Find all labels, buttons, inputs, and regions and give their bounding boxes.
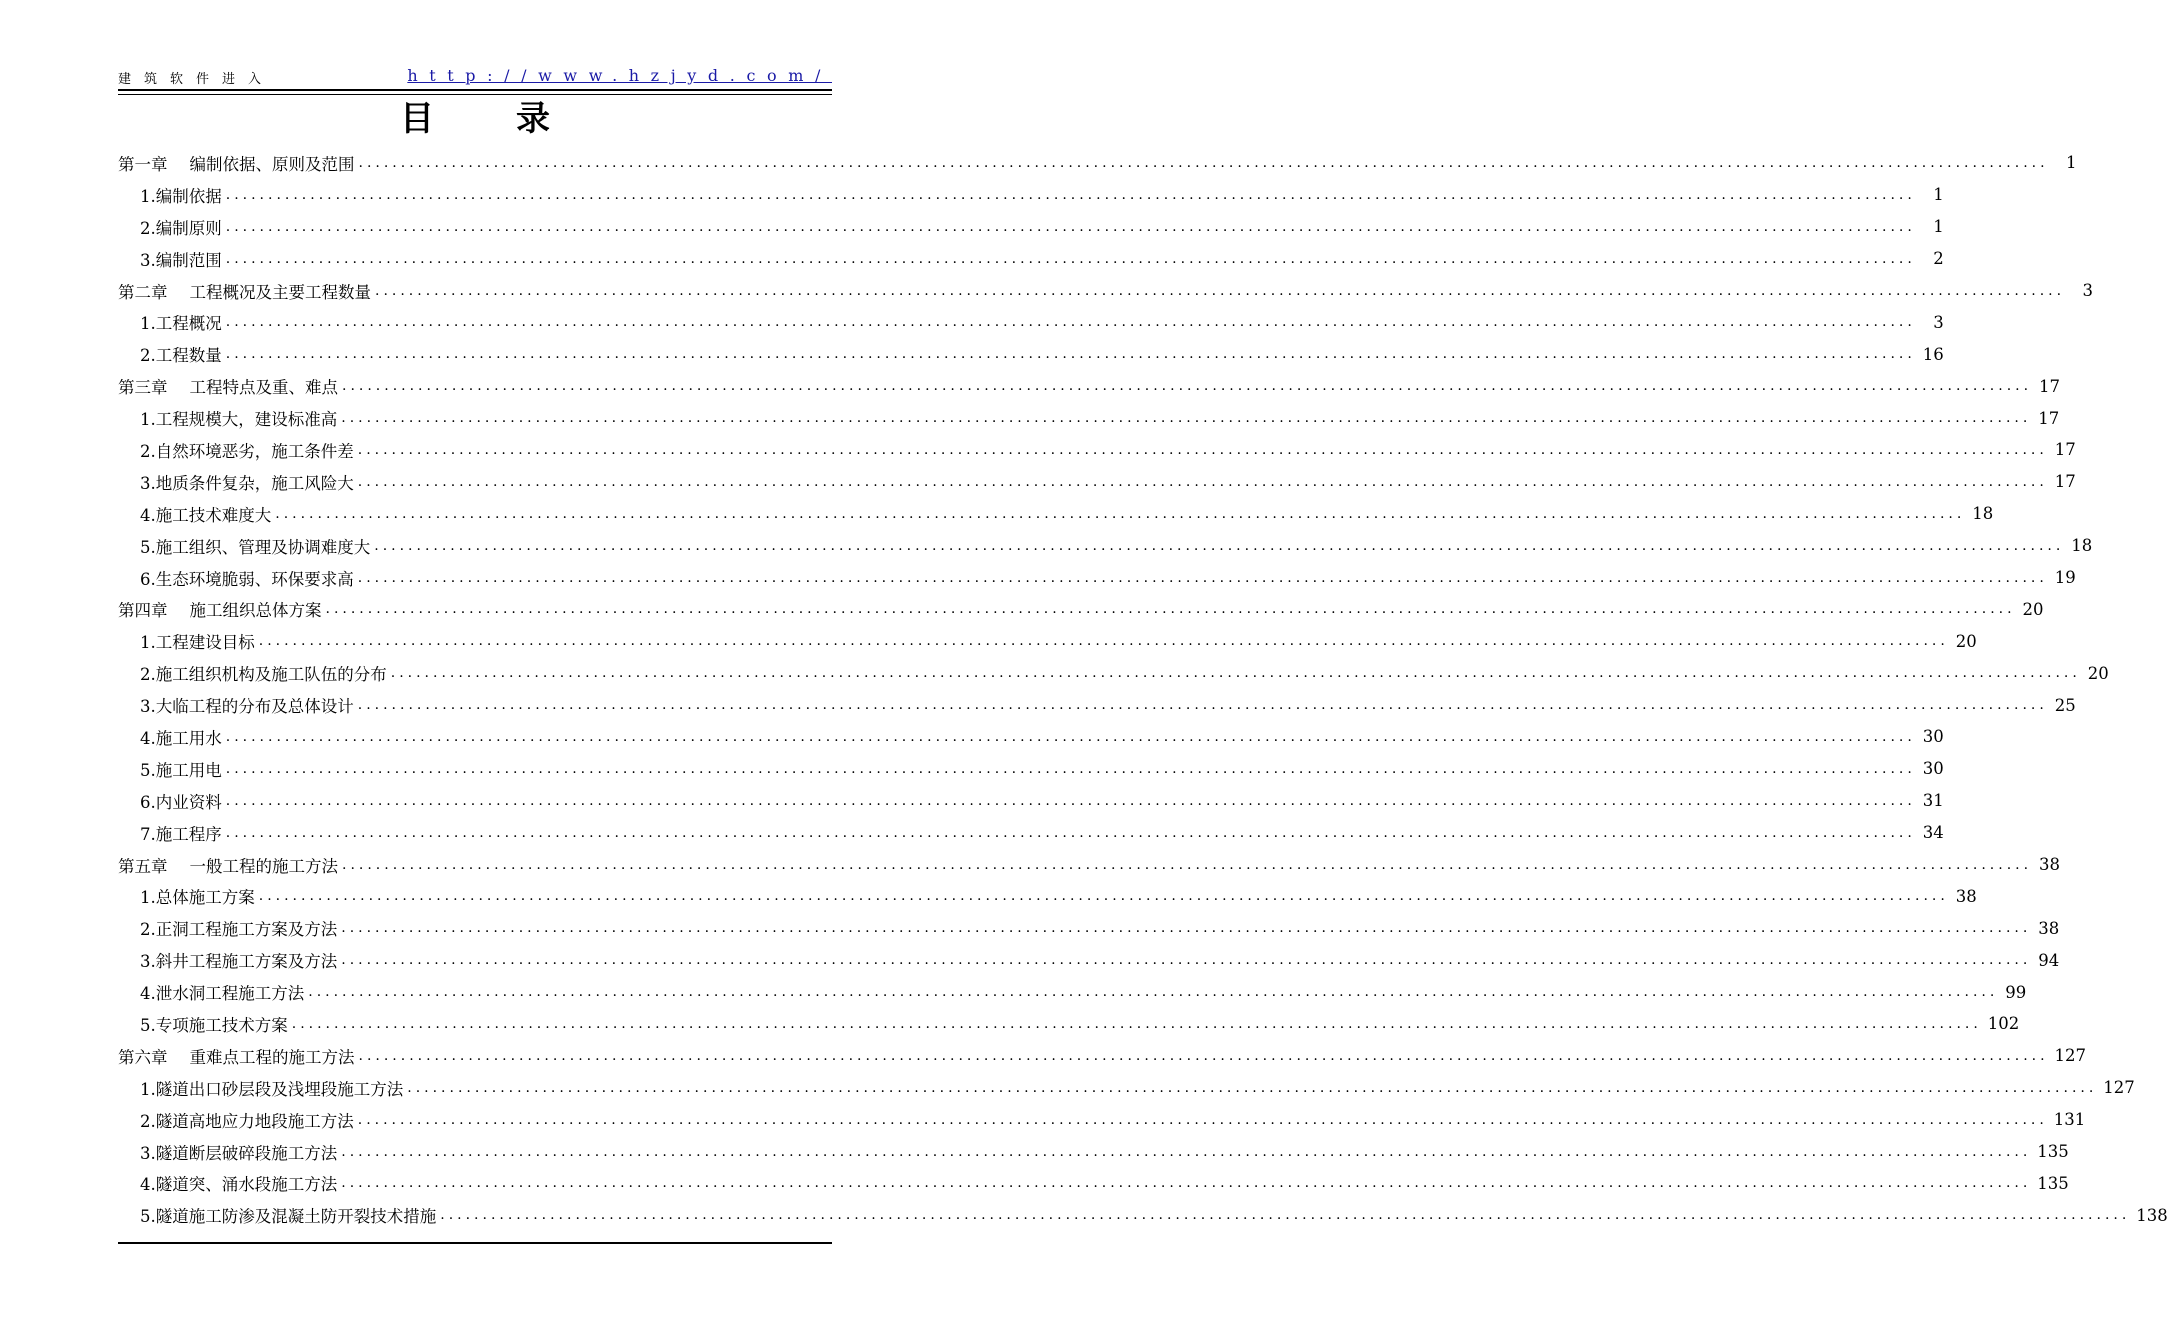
toc-entry-label [140,1108,358,1132]
toc-page-number: 1 [1933,217,1944,237]
toc-chapter-entry[interactable] [118,1040,2087,1072]
toc-page-number: 38 [2039,855,2061,875]
toc-page-number: 38 [2038,918,2060,938]
toc-section-entry[interactable] [118,1104,2086,1136]
toc-entry-label [140,470,358,494]
toc-entry-text: 6.内业资料 [140,792,222,812]
toc-page-number: 16 [1922,344,1944,364]
toc-entry-label [118,597,326,621]
toc-dot-leader: ........................................................................................................................................................................................................ [390,665,2081,682]
toc-page-number: 17 [2039,376,2061,396]
toc-dot-leader: ........................................................................................................................................................................................................ [225,218,1916,235]
toc-entry-text: 1.总体施工方案 [140,888,255,908]
toc-page-number: 17 [2054,472,2076,492]
toc-dot-leader: ........................................................................................................................................................................................................ [225,824,1916,841]
toc-entry-label [140,183,226,207]
toc-dot-leader: ........................................................................................................................................................................................................ [440,1207,2131,1224]
toc-dot-leader: ........................................................................................................................................................................................................ [258,888,1949,905]
header-url-link[interactable]: http://www.hzjyd.com/ [407,66,832,85]
toc-dot-leader: ........................................................................................................................................................................................................ [325,601,2016,618]
toc-dot-leader: ........................................................................................................................................................................................................ [357,697,2048,714]
toc-dot-leader: ........................................................................................................................................................................................................ [357,473,2048,490]
toc-entry-text: 4.泄水洞工程施工方法 [140,984,305,1004]
toc-dot-leader: ........................................................................................................................................................................................................ [342,378,2033,395]
toc-page-number: 1 [2066,153,2077,173]
toc-page-number: 127 [2054,1046,2087,1066]
toc-entry-text: 2.施工组织机构及施工队伍的分布 [140,665,387,685]
toc-section-entry[interactable] [118,1008,2020,1040]
toc-entry-text: 3.隧道断层破碎段施工方法 [140,1143,338,1163]
toc-page-number: 18 [1972,504,1994,524]
toc-entry-label [140,757,226,781]
toc-entry-label [140,980,308,1004]
toc-chapter-number: 第六章 [118,1047,168,1067]
toc-page-number: 94 [2038,950,2060,970]
toc-page-number: 19 [2054,568,2076,588]
toc-chapter-number: 第二章 [118,282,168,302]
toc-entry-text: 5.专项施工技术方案 [140,1015,288,1035]
toc-dot-leader: ........................................................................................................................................................................................................ [225,728,1916,745]
toc-entry-label [140,693,358,717]
toc-page-number: 2 [1933,249,1944,269]
toc-section-entry[interactable] [118,498,1994,530]
toc-dot-leader: ........................................................................................................................................................................................................ [225,186,1916,203]
toc-page-number: 3 [2082,281,2094,300]
toc-dot-leader: ........................................................................................................................................................................................................ [357,1111,2048,1128]
toc-dot-leader: ........................................................................................................................................................................................................ [375,282,2066,299]
toc-entry-text: 6.生态环境脆弱、环保要求高 [140,569,354,589]
toc-page-number: 30 [1922,759,1944,779]
toc-chapter-entry[interactable] [118,370,2061,402]
header-rule [118,89,832,91]
toc-entry-text: 4.施工技术难度大 [140,505,272,525]
toc-dot-leader: ........................................................................................................................................................................................................ [225,792,1916,809]
toc-section-entry[interactable] [118,689,2076,721]
toc-section-entry[interactable] [118,912,2060,944]
toc-chapter-number: 第三章 [118,378,168,398]
toc-section-entry[interactable] [118,1199,2168,1231]
toc-page-number: 18 [2071,536,2093,556]
toc-entry-label [140,502,275,526]
toc-dot-leader: ........................................................................................................................................................................................................ [341,410,2032,427]
toc-entry-label [118,279,375,303]
toc-entry-label [140,661,391,685]
toc-page-number: 138 [2136,1205,2168,1225]
toc-entry-label [140,534,374,558]
toc-entry-label [140,310,226,334]
toc-dot-leader: ........................................................................................................................................................................................................ [357,441,2048,458]
toc-dot-leader: ........................................................................................................................................................................................................ [225,760,1916,777]
toc-page-number: 17 [2038,408,2060,428]
toc-page-number: 20 [2087,663,2109,683]
toc-dot-leader: ........................................................................................................................................................................................................ [225,314,1916,331]
toc-entry-label [140,406,341,430]
toc-entry-text: 编制依据、原则及范围 [189,154,355,174]
toc-section-entry[interactable] [118,179,1944,211]
toc-page-number: 127 [2103,1078,2135,1098]
toc-page-number: 1 [1933,185,1944,205]
toc-section-entry[interactable] [118,753,1944,785]
toc-page-number: 99 [2005,982,2027,1002]
toc-dot-leader: ........................................................................................................................................................................................................ [225,346,1916,363]
toc-entry-label [140,342,226,366]
toc-entry-text: 重难点工程的施工方法 [189,1047,355,1067]
toc-entry-text: 施工组织总体方案 [189,601,322,621]
toc-dot-leader: ........................................................................................................................................................................................................ [374,537,2065,554]
toc-section-entry[interactable] [118,402,2060,434]
toc-section-entry[interactable] [118,721,1944,753]
toc-section-entry[interactable] [118,434,2076,466]
toc-entry-text: 1.工程规模大，建设标准高 [140,410,338,430]
toc-entry-text: 5.施工组织、管理及协调难度大 [140,537,371,557]
footer-rule [118,1242,832,1244]
toc-page-number: 135 [2037,1173,2069,1193]
toc-dot-leader: ........................................................................................................................................................................................................ [258,633,1949,650]
toc-section-entry[interactable] [118,817,1944,849]
toc-entry-label [140,629,259,653]
toc-section-entry[interactable] [118,530,2093,562]
header-rule-thin [118,94,832,95]
toc-section-entry[interactable] [118,625,1977,657]
toc-entry-label [140,247,226,271]
toc-entry-text: 1.工程建设目标 [140,633,255,653]
toc-section-entry[interactable] [118,1168,2069,1200]
toc-page-number: 38 [1955,886,1977,906]
toc-entry-text: 2.编制原则 [140,218,222,238]
toc-page-number: 17 [2054,440,2076,460]
toc-dot-leader: ........................................................................................................................................................................................................ [342,856,2033,873]
toc-entry-label [140,884,259,908]
toc-entry-text: 2.隧道高地应力地段施工方法 [140,1111,354,1131]
toc-entry-label [140,1012,292,1036]
toc-dot-leader: ........................................................................................................................................................................................................ [275,505,1966,522]
toc-dot-leader: ........................................................................................................................................................................................................ [358,154,2049,171]
toc-section-entry[interactable] [118,1136,2069,1168]
toc-entry-text: 工程概况及主要工程数量 [189,282,371,302]
toc-section-entry[interactable] [118,338,1944,370]
toc-section-entry[interactable] [118,211,1944,243]
toc-entry-label [140,789,226,813]
toc-page-number: 102 [1987,1014,2020,1034]
toc-entry-label [140,438,358,462]
toc-page-number: 135 [2037,1142,2069,1162]
toc-entry-text: 1.工程概况 [140,314,222,334]
toc-entry-text: 2.工程数量 [140,346,222,366]
toc-section-entry[interactable] [118,1072,2135,1104]
toc-entry-text: 4.施工用水 [140,728,222,748]
toc-dot-leader: ........................................................................................................................................................................................................ [341,952,2032,969]
toc-page-number: 30 [1922,727,1944,747]
toc-dot-leader: ........................................................................................................................................................................................................ [341,920,2032,937]
toc-section-entry[interactable] [118,306,1944,338]
toc-page-number: 25 [2054,695,2076,715]
toc-entry-label [140,1203,440,1227]
toc-page-number: 31 [1922,791,1944,811]
page-title: 目录 [400,99,632,139]
toc-entry-label [118,151,359,175]
toc-entry-text: 3.编制范围 [140,250,222,270]
toc-entry-label [118,1044,359,1068]
toc-entry-text: 3.大临工程的分布及总体设计 [140,697,354,717]
toc-entry-label [118,374,342,398]
toc-entry-label [140,1171,341,1195]
toc-page-number: 131 [2053,1110,2086,1130]
toc-entry-text: 2.自然环境恶劣，施工条件差 [140,441,354,461]
toc-section-entry[interactable] [118,785,1944,817]
toc-entry-label [140,916,341,940]
toc-entry-text: 一般工程的施工方法 [189,856,338,876]
toc-chapter-number: 第一章 [118,154,168,174]
toc-entry-text: 1.隧道出口砂层段及浅埋段施工方法 [140,1079,404,1099]
toc-dot-leader: ........................................................................................................................................................................................................ [291,1015,1982,1032]
toc-section-entry[interactable] [118,562,2076,594]
toc-page-number: 3 [1933,312,1944,332]
toc-section-entry[interactable] [118,944,2060,976]
toc-dot-leader: ........................................................................................................................................................................................................ [341,1143,2032,1160]
toc-chapter-entry[interactable] [118,275,2094,307]
toc-dot-leader: ........................................................................................................................................................................................................ [407,1079,2098,1096]
header-label: 建筑软件进入 [118,72,275,87]
toc-entry-text: 5.施工用电 [140,760,222,780]
toc-section-entry[interactable] [118,657,2109,689]
toc-section-entry[interactable] [118,880,1977,912]
toc-section-entry[interactable] [118,976,2027,1008]
toc-entry-label [140,821,226,845]
toc-entry-label [118,853,342,877]
toc-entry-text: 工程特点及重、难点 [189,378,338,398]
toc-entry-label [140,725,226,749]
toc-entry-text: 4.隧道突、涌水段施工方法 [140,1175,338,1195]
toc-dot-leader: ........................................................................................................................................................................................................ [357,569,2048,586]
toc-dot-leader: ........................................................................................................................................................................................................ [225,250,1916,267]
toc-entry-label [140,1140,341,1164]
toc-page-number: 34 [1922,823,1944,843]
toc-entry-text: 3.斜井工程施工方案及方法 [140,952,338,972]
toc-chapter-entry[interactable] [118,147,2077,179]
toc-chapter-entry[interactable] [118,849,2061,881]
toc-chapter-entry[interactable] [118,593,2044,625]
toc-entry-text: 1.编制依据 [140,186,222,206]
toc-section-entry[interactable] [118,466,2076,498]
toc-dot-leader: ........................................................................................................................................................................................................ [341,1175,2032,1192]
toc-entry-text: 5.隧道施工防渗及混凝土防开裂技术措施 [140,1207,437,1227]
toc-chapter-number: 第四章 [118,601,168,621]
toc-chapter-number: 第五章 [118,856,168,876]
toc-section-entry[interactable] [118,243,1944,275]
toc-page-number: 20 [1955,631,1977,651]
table-of-contents [118,147,2168,1231]
toc-entry-text: 7.施工程序 [140,824,222,844]
toc-page-number: 20 [2022,599,2044,619]
toc-entry-text: 2.正洞工程施工方案及方法 [140,920,338,940]
toc-entry-text: 3.地质条件复杂，施工风险大 [140,473,354,493]
toc-dot-leader: ........................................................................................................................................................................................................ [358,1047,2049,1064]
toc-entry-label [140,948,341,972]
toc-entry-label [140,215,226,239]
toc-dot-leader: ........................................................................................................................................................................................................ [308,984,1999,1001]
toc-entry-label [140,1076,407,1100]
toc-entry-label [140,566,358,590]
